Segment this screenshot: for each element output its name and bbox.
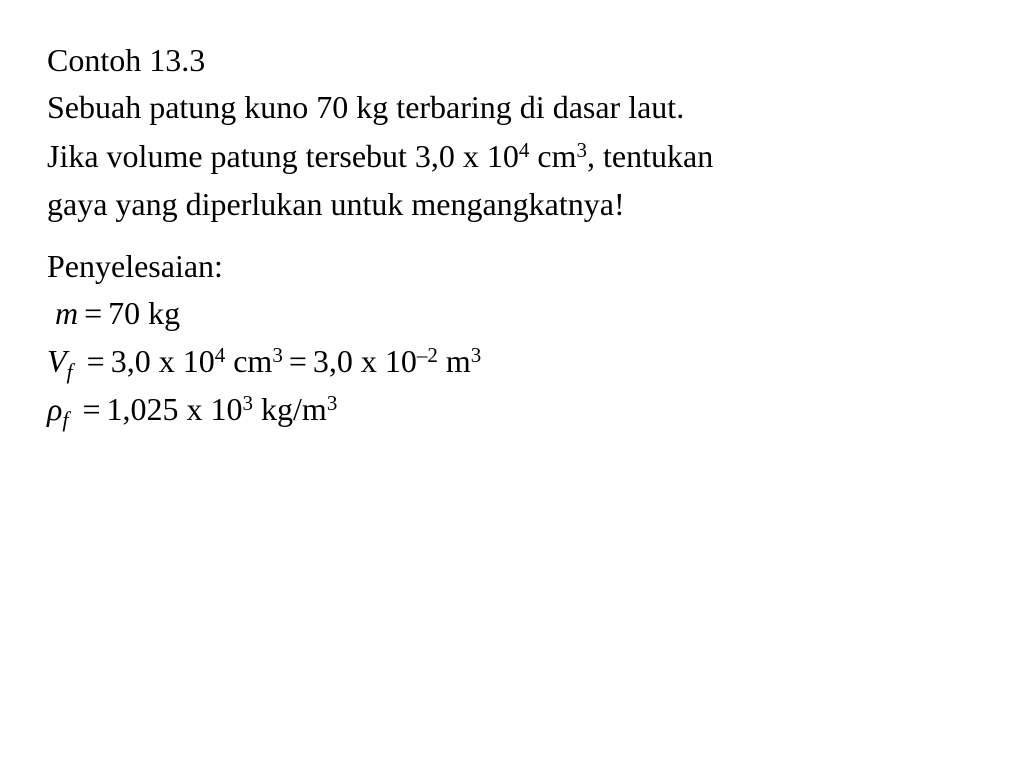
problem-line-2-exponent-1: 4 <box>518 138 530 162</box>
density-exponent-1: 3 <box>242 391 254 415</box>
problem-line-3 <box>47 188 625 220</box>
solution-heading <box>47 250 223 282</box>
volume-exponent-2: 3 <box>272 343 283 367</box>
volume-exponent-1: 4 <box>214 343 226 367</box>
problem-line-2-text-b: cm <box>529 138 577 174</box>
problem-line-1 <box>47 91 684 123</box>
volume-part-1: 3,0 x 10 <box>110 343 215 379</box>
example-title-text: Contoh 13.3 <box>47 42 206 78</box>
problem-line-2 <box>47 140 713 172</box>
density-symbol: ρ <box>47 391 63 427</box>
problem-line-2-exponent-2: 3 <box>576 138 588 162</box>
volume-part-4: m <box>437 343 471 379</box>
problem-line-2-text-c: , tentukan <box>587 138 714 174</box>
volume-part-2: cm <box>225 343 273 379</box>
solution-heading-text: Penyelesaian: <box>47 248 223 284</box>
volume-symbol: V <box>47 343 67 379</box>
problem-line-3-text: gaya yang diperlukan untuk mengangkatnya! <box>47 186 625 222</box>
mass-symbol: m <box>55 295 79 331</box>
volume-exponent-4: 3 <box>470 343 482 367</box>
volume-equals-2: = <box>288 343 307 379</box>
example-title <box>47 44 205 76</box>
density-part-2: kg/m <box>253 391 327 427</box>
mass-value: 70 kg <box>108 295 181 331</box>
mass-equation <box>55 297 180 329</box>
volume-equation <box>47 343 482 384</box>
density-exponent-2: 3 <box>326 391 338 415</box>
problem-line-1-text: Sebuah patung kuno 70 kg terbaring di dasar laut. <box>47 89 685 125</box>
volume-equals: = <box>86 343 105 379</box>
mass-equals: = <box>84 295 103 331</box>
density-equation <box>47 391 338 432</box>
volume-part-3: 3,0 x 10 <box>312 343 417 379</box>
density-subscript: f <box>62 407 69 432</box>
problem-line-2-text-a: Jika volume patung tersebut 3,0 x 10 <box>47 138 519 174</box>
density-part-1: 1,025 x 10 <box>106 391 243 427</box>
density-equals: = <box>82 391 101 427</box>
volume-exponent-3: –2 <box>416 343 438 367</box>
volume-subscript: f <box>66 359 73 384</box>
